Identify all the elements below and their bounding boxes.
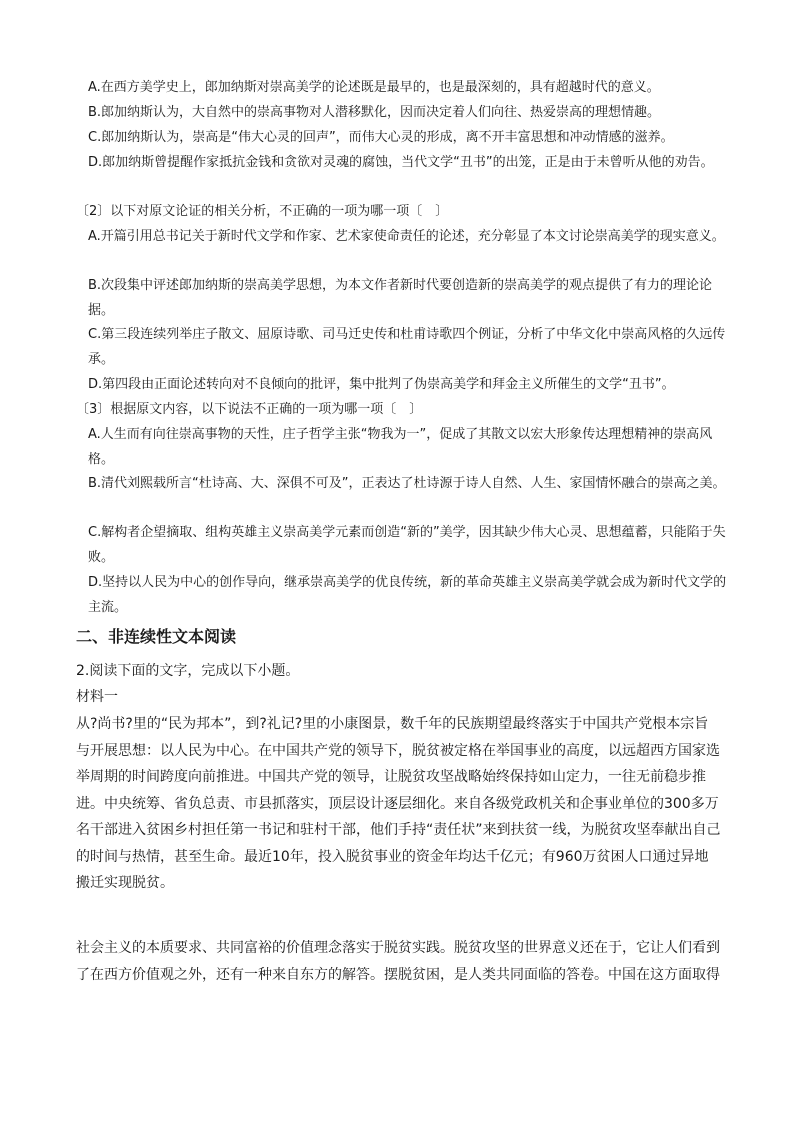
q3-option-b: B.清代刘熙载所言“杜诗高、大、深俱不可及”，正表达了杜诗源于诗人自然、人生、家国情怀融合的崇高之美。: [88, 476, 726, 491]
q3-option-a: A.人生而有向往崇高事物的天性，庄子哲学主张“物我为一”，促成了其散文以宏大形象传达理想精神的崇高风格。: [88, 427, 713, 467]
q3-option-d: D.坚持以人民为中心的创作导向，继承崇高美学的优良传统，新的革命英雄主义崇高美学就会成为新时代文学的主流。: [88, 575, 727, 615]
q2-stem: 〔2〕以下对原文论证的相关分析，不正确的一项为哪一项〔 〕: [76, 204, 449, 219]
material-paragraph-1: 从?尚书?里的“民为邦本”，到?礼记?里的小康图景，数千年的民族期望最终落实于中国共产党根本宗旨与开展思想：以人民为中心。在中国共产党的领导下，脱贫被定格在举国事业的高度，以远超西方国家选举周期的时间跨度向前推进。中国共产党的领导，让脱贫攻坚战略始终保持如山定力，一往无前稳步推进。中央统筹、省负总责、市县抓落实，顶层设计逐层细化。来自各级党政机关和企事业单位的300多万名干部进入贫困乡村担任第一书记和驻村干部，他们手持“责任状”来到扶贫一线，为脱贫攻坚奉献出自己的时间与热情，甚至生命。最近10年，投入脱贫事业的资金年均达千亿元；有960万贫困人口通过异地搬迁实现脱贫。: [76, 716, 721, 891]
material-paragraph-2: 社会主义的本质要求、共同富裕的价值理念落实于脱贫实践。脱贫攻坚的世界意义还在于，它让人们看到了在西方价值观之外，还有一种来自东方的解答。摆脱贫困，是人类共同面临的答卷。中国在这方面取得: [76, 940, 720, 983]
q2-option-d: D.第四段由正面论述转向对不良倾向的批评，集中批判了伪崇高美学和拜金主义所催生的文学“丑书”。: [88, 377, 675, 392]
section-heading: 二、非连续性文本阅读: [76, 627, 237, 646]
material-label: 材料一: [76, 689, 118, 705]
q1-option-c: C.郎加纳斯认为，崇高是“伟大心灵的回声”，而伟大心灵的形成，离不开丰富思想和冲动情感的滋养。: [88, 130, 674, 145]
q1-option-a: A.在西方美学史上，郎加纳斯对崇高美学的论述既是最早的，也是最深刻的，具有超越时代的意义。: [88, 80, 660, 95]
q2-option-b: B.次段集中评述郎加纳斯的崇高美学思想，为本文作者新时代要创造新的崇高美学的观点提供了有力的理论论据。: [88, 278, 713, 318]
q3-option-c: C.解构者企望摘取、组构英雄主义崇高美学元素而创造“新的”美学，因其缺少伟大心灵、思想蕴蓄，只能陷于失败。: [88, 525, 726, 565]
question-intro: 2.阅读下面的文字，完成以下小题。: [76, 663, 300, 679]
q1-option-d: D.郎加纳斯曾提醒作家抵抗金钱和贪欲对灵魂的腐蚀，当代文学“丑书”的出笼，正是由于未曾听从他的劝告。: [88, 155, 714, 170]
q3-stem: 〔3〕根据原文内容，以下说法不正确的一项为哪一项〔 〕: [76, 402, 423, 417]
q1-option-b: B.郎加纳斯认为，大自然中的崇高事物对人潜移默化，因而决定着人们向往、热爱崇高的理想情趣。: [88, 105, 661, 120]
q2-option-c: C.第三段连续列举庄子散文、屈原诗歌、司马迁史传和杜甫诗歌四个例证，分析了中华文化中崇高风格的久远传承。: [88, 327, 726, 367]
q2-option-a: A.开篇引用总书记关于新时代文学和作家、艺术家使命责任的论述，充分彰显了本文讨论崇高美学的现实意义。: [88, 229, 725, 244]
